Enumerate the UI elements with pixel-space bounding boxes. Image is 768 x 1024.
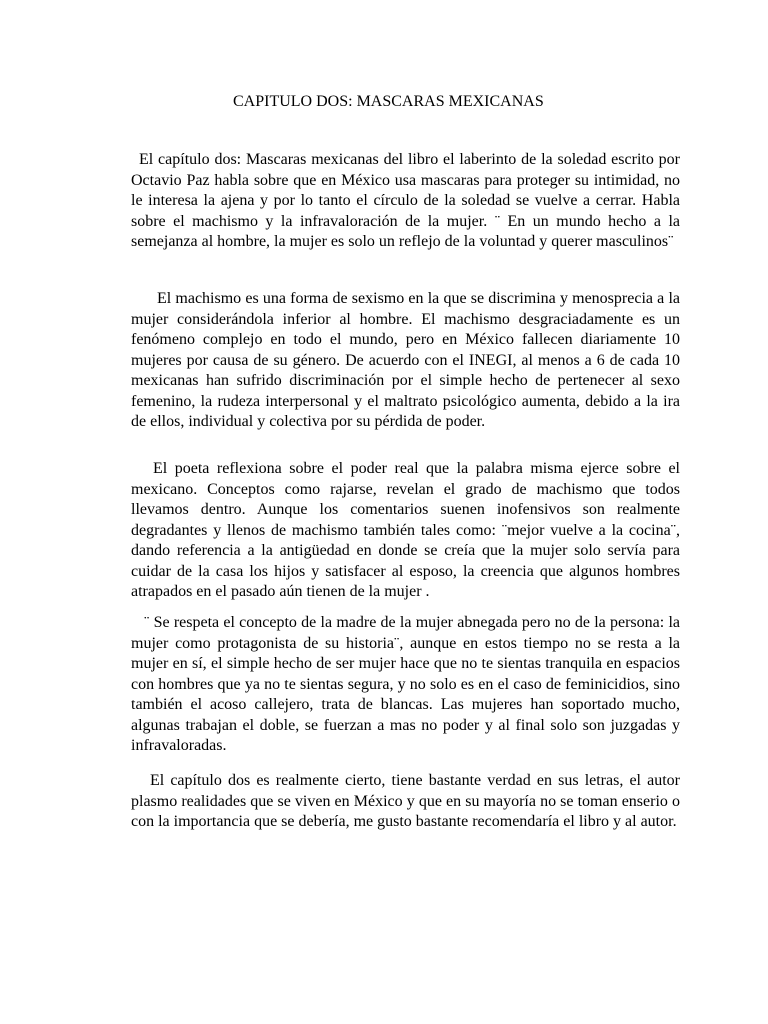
paragraph-machismo: El machismo es una forma de sexismo en la que se discrimina y menosprecia a la mujer considerándola inferior al hombre. El machismo desgraciadamente es un fenómeno complejo en todo el mundo, pero en México fallecen diariamente 10 mujeres por causa de su género. De acuerdo con el INEGI, al menos a 6 de cada 10 mexicanas han sufrido discriminación por el simple hecho de pertenecer al sexo femenino, la rudeza interpersonal y el maltrato psicológico aumenta, debido a la ira de ellos, individual y colectiva por su pérdida de poder. [131,290,680,430]
paragraph-mother-concept: ¨ Se respeta el concepto de la madre de la mujer abnegada pero no de la persona: la mujer como protagonista de su historia¨, aunque en estos tiempo no se resta a la mujer en sí, el simple hecho de ser mujer hace que no te sientas tranquila en espacios con hombres que ya no te sientas segura, y no solo es en el caso de feminicidios, sino también el acoso callejero, trata de blancas. Las mujeres han soportado mucho, algunas trabajan el doble, se fuerzan a mas no poder y al final solo son juzgadas y infravaloradas. [131,614,680,754]
document-title: CAPITULO DOS: MASCARAS MEXICANAS [233,93,544,110]
paragraph-poet-reflection: El poeta reflexiona sobre el poder real que la palabra misma ejerce sobre el mexicano. Conceptos como rajarse, revelan el grado de machismo que todos llevamos dentro. Aunque los comentarios suenen inofensivos son realmente degradantes y llenos de machismo también tales como: ¨mejor vuelve a la cocina¨, dando referencia a la antigüedad en donde se creía que la mujer solo servía para cuidar de la casa los hijos y satisfacer al esposo, la creencia que algunos hombres atrapados en el pasado aún tienen de la mujer . [131,460,680,600]
paragraph-conclusion: El capítulo dos es realmente cierto, tiene bastante verdad en sus letras, el autor plasmo realidades que se viven en México y que en su mayoría no se toman enserio o con la importancia que se debería, me gusto bastante recomendaría el libro y al autor. [131,772,680,830]
paragraph-introduction: El capítulo dos: Mascaras mexicanas del libro el laberinto de la soledad escrito por Octavio Paz habla sobre que en México usa mascaras para proteger su intimidad, no le interesa la ajena y por lo tanto el círculo de la soledad se vuelve a cerrar. Habla sobre el machismo y la infravaloración de la mujer. ¨ En un mundo hecho a la semejanza al hombre, la mujer es solo un reflejo de la voluntad y querer masculinos¨ [131,151,680,250]
